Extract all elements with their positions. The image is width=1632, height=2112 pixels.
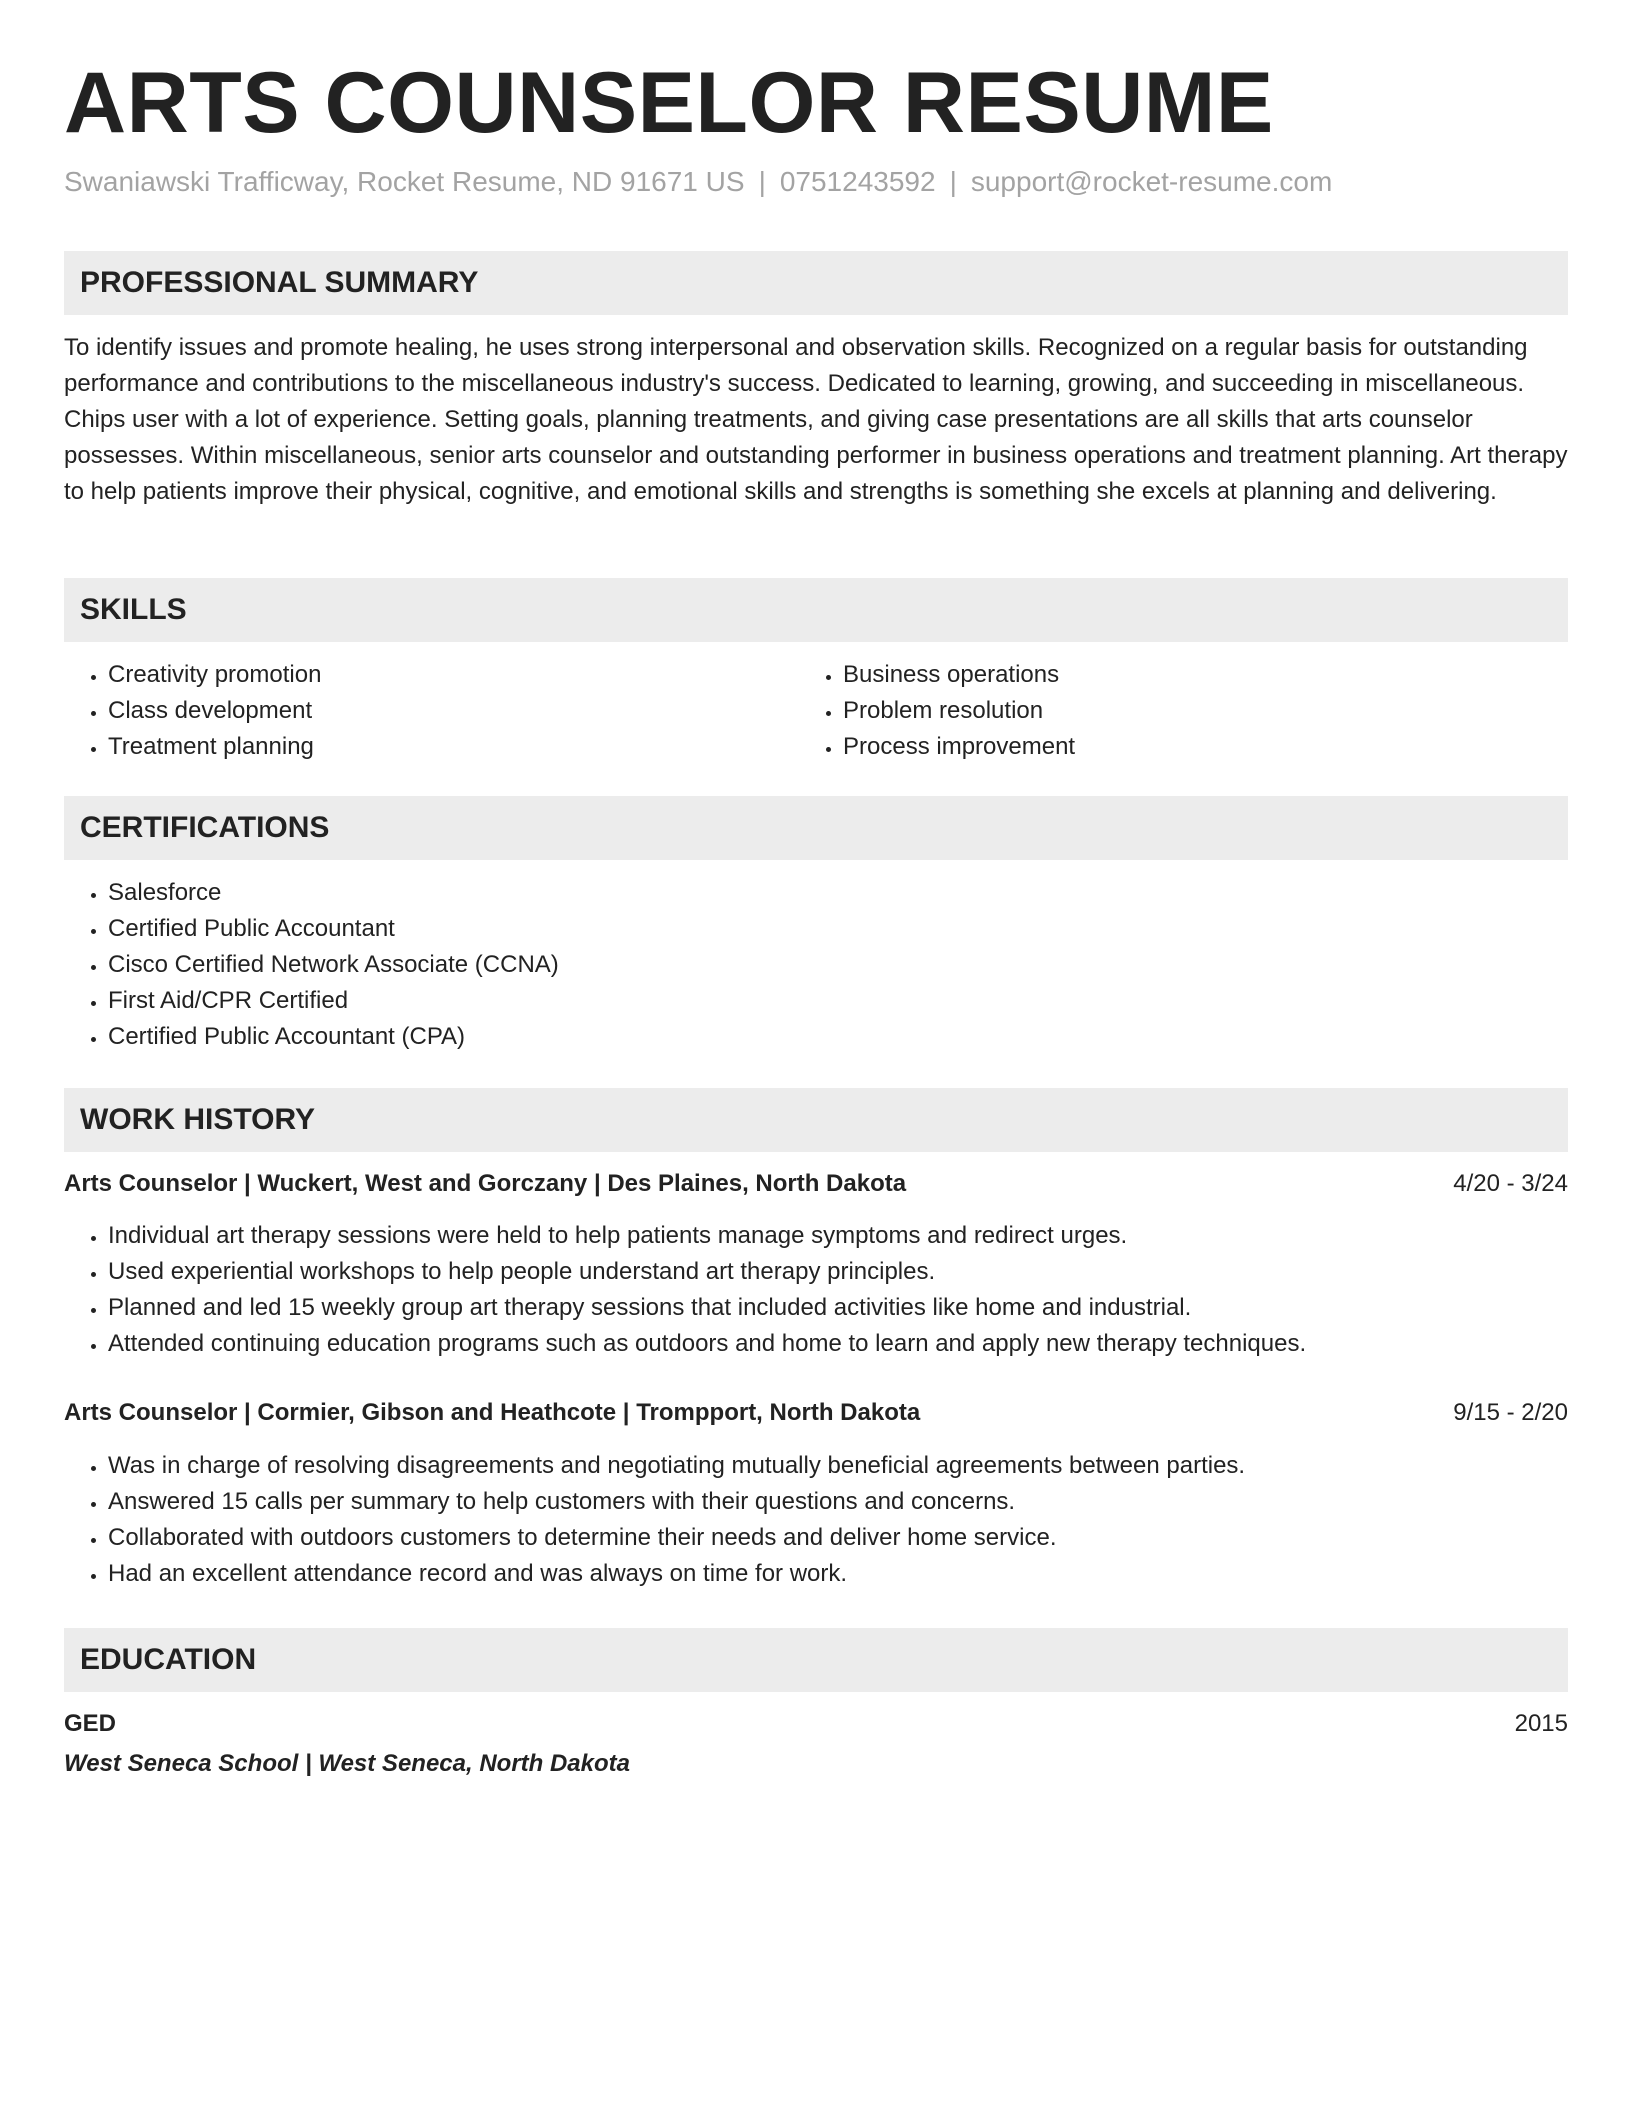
section-header-education: EDUCATION <box>64 1628 1568 1692</box>
contact-email: support@rocket-resume.com <box>970 166 1333 197</box>
contact-address: Swaniawski Trafficway, Rocket Resume, ND 91671 US <box>64 166 745 197</box>
contact-separator: | <box>949 166 957 197</box>
contact-line <box>64 166 1332 198</box>
list-item: • Individual art therapy sessions were held to help patients manage symptoms and redirect urges. <box>108 1218 1568 1254</box>
job-title: Arts Counselor | Wuckert, West and Gorczany | Des Plaines, North Dakota <box>64 1170 907 1197</box>
list-item: • Collaborated with outdoors customers to determine their needs and deliver home service. <box>108 1520 1568 1556</box>
resume-title: ARTS COUNSELOR RESUME <box>64 55 1274 151</box>
list-item: • Certified Public Accountant <box>108 911 1508 947</box>
education-degree: GED <box>64 1710 117 1737</box>
list-item: • Used experiential workshops to help people understand art therapy principles. <box>108 1254 1568 1290</box>
list-item: • Answered 15 calls per summary to help customers with their questions and concerns. <box>108 1484 1568 1520</box>
list-item: • Certified Public Accountant (CPA) <box>108 1019 1508 1055</box>
list-item: • Was in charge of resolving disagreements and negotiating mutually beneficial agreements between parties. <box>108 1448 1568 1484</box>
list-item: • Had an excellent attendance record and was always on time for work. <box>108 1556 1568 1592</box>
education-year: 2015 <box>1514 1710 1568 1737</box>
summary-text: To identify issues and promote healing, he uses strong interpersonal and observation skills. Recognized on a regular basis for outstanding performance and contributions to the miscellaneous industry's success. Dedicated to learning, growing, and succeeding in miscellaneous. Chips user with a lot of experience. Setting goals, planning treatments, and giving case presentations are all skills that arts counselor possesses. Within miscellaneous, senior arts counselor and outstanding performer in business operations and treatment planning. Art therapy to help patients improve their physical, cognitive, and emotional skills and strengths is something she excels at planning and delivering. <box>64 334 1568 505</box>
list-item: • Problem resolution <box>843 693 1543 729</box>
list-item: • Salesforce <box>108 875 1508 911</box>
contact-separator: | <box>758 166 766 197</box>
list-item: • Process improvement <box>843 729 1543 765</box>
job-bullets <box>64 1218 1568 1362</box>
list-item: • Planned and led 15 weekly group art therapy sessions that included activities like home and industrial. <box>108 1290 1568 1326</box>
list-item: • Creativity promotion <box>108 657 808 693</box>
list-item: • Class development <box>108 693 808 729</box>
job-bullets <box>64 1448 1568 1592</box>
list-item: • First Aid/CPR Certified <box>108 983 1508 1019</box>
skills-list-right <box>799 657 1543 765</box>
list-item: • Cisco Certified Network Associate (CCNA) <box>108 947 1508 983</box>
skills-list-left <box>64 657 808 765</box>
job-header <box>64 1166 1568 1202</box>
list-item: • Business operations <box>843 657 1543 693</box>
section-header-skills: SKILLS <box>64 578 1568 642</box>
list-item: • Attended continuing education programs such as outdoors and home to learn and apply new therapy techniques. <box>108 1326 1568 1362</box>
section-header-certifications: CERTIFICATIONS <box>64 796 1568 860</box>
education-header <box>64 1706 1568 1742</box>
contact-phone: 0751243592 <box>779 166 936 197</box>
job-dates: 4/20 - 3/24 <box>1453 1170 1568 1197</box>
education-school: West Seneca School | West Seneca, North Dakota <box>64 1750 631 1777</box>
section-header-summary: PROFESSIONAL SUMMARY <box>64 251 1568 315</box>
certifications-list <box>64 875 1508 1055</box>
job-title: Arts Counselor | Cormier, Gibson and Heathcote | Trompport, North Dakota <box>64 1399 921 1426</box>
job-header <box>64 1395 1568 1431</box>
section-header-work-history: WORK HISTORY <box>64 1088 1568 1152</box>
list-item: • Treatment planning <box>108 729 808 765</box>
job-dates: 9/15 - 2/20 <box>1453 1399 1568 1426</box>
